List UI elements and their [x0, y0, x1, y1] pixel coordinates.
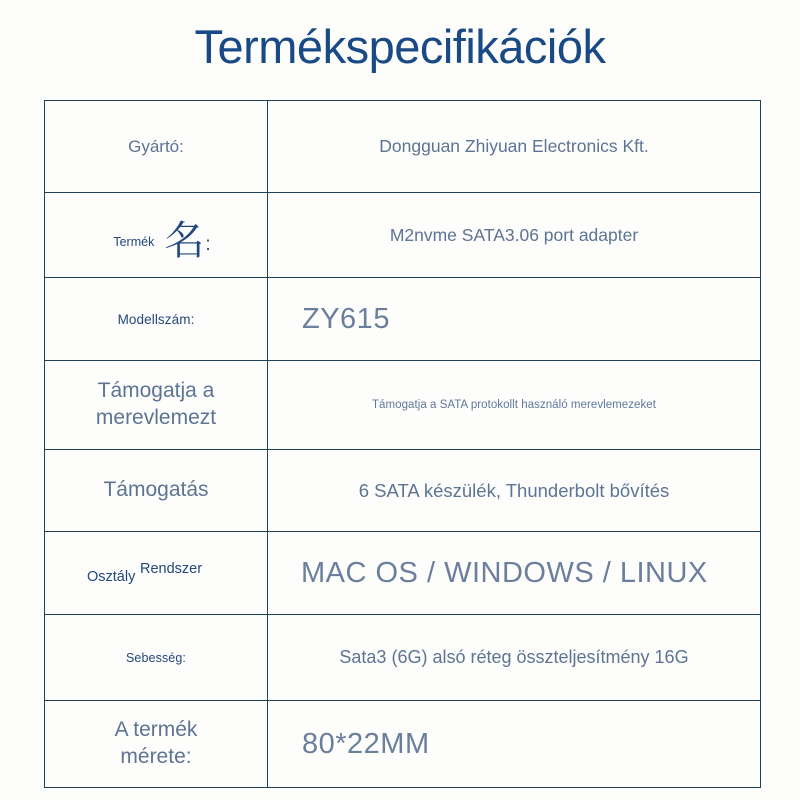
spec-value-text: M2nvme SATA3.06 port adapter: [389, 224, 639, 245]
spec-value-text: Sata3 (6G) alsó réteg összteljesítmény 16G: [339, 647, 689, 667]
table-row: [45, 450, 761, 532]
spec-value-text: 6 SATA készülék, Thunderbolt bővítés: [358, 479, 670, 501]
spec-label-cell: [45, 101, 268, 193]
spec-value-cell: [268, 532, 761, 615]
spec-value-text: MAC OS / WINDOWS / LINUX: [301, 556, 708, 589]
spec-label-text: A termék mérete:: [114, 718, 198, 768]
spec-value-cell: [268, 701, 761, 788]
spec-label-text: Modellszám:: [117, 311, 195, 327]
table-row: [45, 361, 761, 450]
spec-label-text: Gyártó:: [128, 136, 184, 156]
spec-label-cell: [45, 193, 268, 278]
spec-value-text: Dongguan Zhiyuan Electronics Kft.: [379, 136, 649, 156]
spec-label-overlay-text: Rendszer: [140, 561, 203, 577]
spec-value-text: ZY615: [302, 302, 390, 335]
table-row: [45, 278, 761, 361]
spec-label-cell: [45, 450, 268, 532]
spec-value-cell: [268, 278, 761, 361]
spec-label-cell: [45, 361, 268, 450]
table-row: [45, 701, 761, 788]
spec-label-cell: [45, 701, 268, 788]
specification-table: [44, 100, 761, 788]
spec-value-cell: [268, 450, 761, 532]
cjk-character-glyph: 名: [164, 218, 205, 264]
spec-value-text: Támogatja a SATA protokollt használó merevlemezeket: [371, 399, 656, 411]
spec-label-cell: [45, 278, 268, 361]
spec-label-text: Osztály: [87, 569, 136, 585]
table-row: [45, 532, 761, 615]
spec-value-cell: [268, 361, 761, 450]
spec-value-text: 80*22MM: [302, 727, 430, 760]
spec-label-text: Sebesség:: [126, 650, 186, 665]
table-row: [45, 101, 761, 193]
overlapping-label-group: [55, 553, 257, 593]
spec-label-cell: [45, 615, 268, 701]
spec-value-cell: [268, 101, 761, 193]
spec-value-cell: [268, 615, 761, 701]
spec-label-suffix-text: :: [205, 234, 211, 255]
spec-label-cell: [45, 532, 268, 615]
spec-label-prefix-text: Termék: [113, 235, 155, 249]
table-row: [45, 193, 761, 278]
spec-label-text: Támogatja a merevlemezt: [95, 379, 217, 429]
table-row: [45, 615, 761, 701]
page-title: Termékspecifikációk: [194, 20, 606, 73]
product-name-label: [55, 215, 257, 264]
spec-label-text: Támogatás: [103, 478, 209, 502]
spec-value-cell: [268, 193, 761, 278]
